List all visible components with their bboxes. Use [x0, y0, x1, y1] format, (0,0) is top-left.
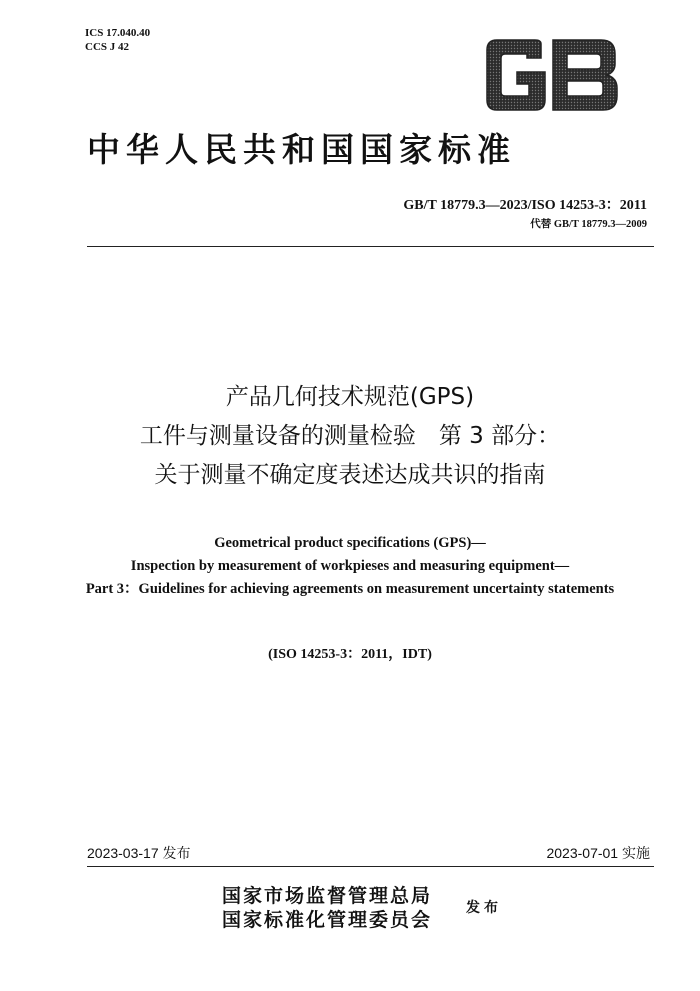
publish-label: 发布 [466, 900, 502, 916]
classification-codes [85, 26, 150, 54]
standard-number: GB/T 18779.3—2023/ISO 14253-3：2011 [403, 198, 647, 213]
english-title-line-2: Inspection by measurement of workpieses and measuring equipment— [130, 558, 570, 574]
chinese-title-line-1: 产品几何技术规范(GPS) [225, 384, 475, 410]
iso-equivalence: (ISO 14253-3：2011，IDT) [268, 647, 432, 662]
standard-category-title: 中华人民共和国国家标准 [87, 130, 516, 169]
replaces-standard: 代替 GB/T 18779.3—2009 [530, 219, 647, 230]
implementation-date: 2023-07-01 实施 [546, 845, 650, 861]
issuing-authorities [222, 884, 432, 932]
issue-date: 2023-03-17 发布 [87, 845, 191, 861]
ics-code: ICS 17.040.40 [85, 27, 151, 39]
footer-divider [87, 866, 654, 867]
chinese-title-line-2: 工件与测量设备的测量检验 第 3 部分： [139, 423, 561, 449]
english-title [0, 532, 700, 601]
issuer-samr: 国家市场监督管理总局 [222, 885, 433, 907]
english-title-line-1: Geometrical product specifications (GPS)— [214, 535, 486, 551]
issuer-sac: 国家标准化管理委员会 [222, 909, 433, 931]
ccs-code: CCS J 42 [85, 41, 130, 53]
header-divider [87, 246, 654, 247]
english-title-line-3: Part 3：Guidelines for achieving agreements on measurement uncertainty statements [85, 581, 615, 597]
gb-logo [483, 38, 619, 112]
gb-logo-graphic [483, 38, 619, 112]
chinese-title-line-3: 关于测量不确定度表述达成共识的指南 [154, 462, 546, 488]
chinese-title [0, 378, 700, 495]
